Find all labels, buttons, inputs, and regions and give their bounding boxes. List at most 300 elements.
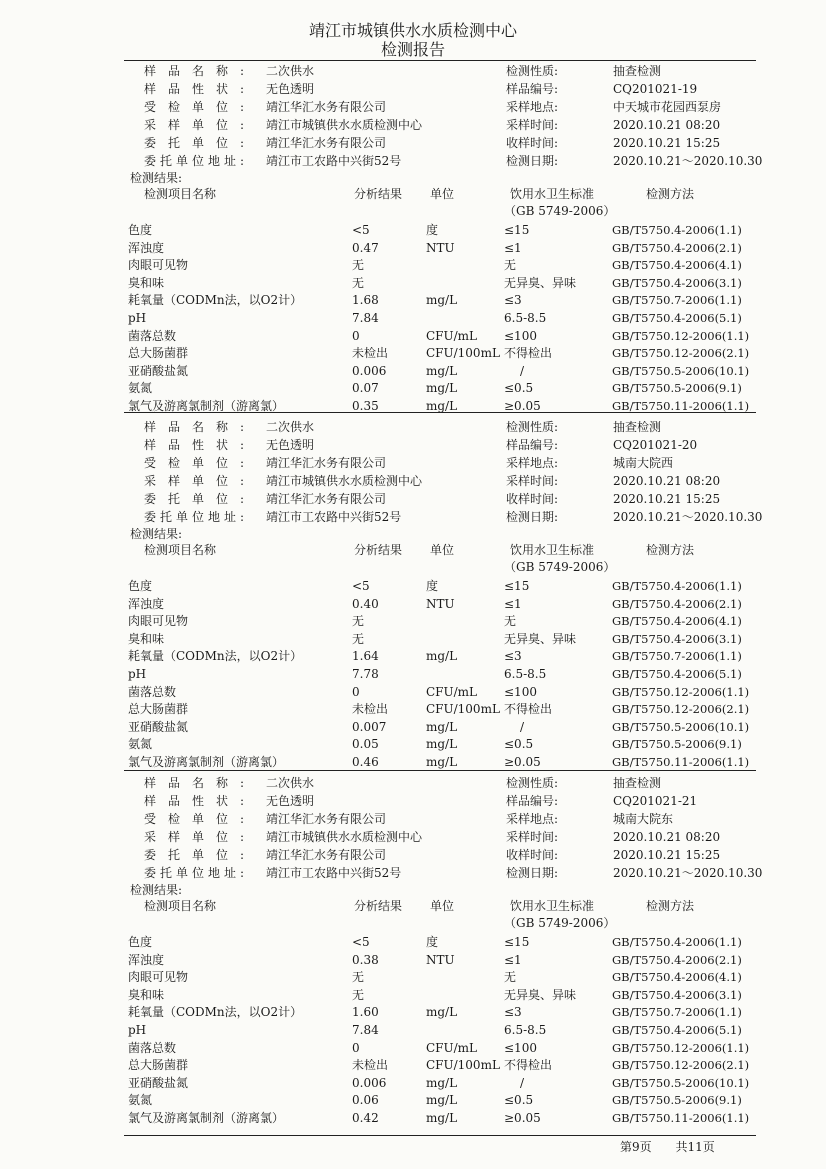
section-divider — [124, 412, 756, 413]
table-row — [126, 1057, 756, 1075]
item-name: 耗氧量（CODMn法，以O2计） — [128, 649, 303, 664]
sample-info — [126, 774, 763, 882]
table-row — [126, 1022, 756, 1040]
info-row — [126, 810, 756, 828]
test-method: GB/T5750.4-2006(2.1) — [612, 596, 742, 611]
sample-no-label: 样品编号: — [506, 82, 559, 96]
client-unit-label: 委托单位: — [144, 136, 244, 150]
sample-name-value: 二次供水 — [266, 776, 315, 790]
test-method: GB/T5750.12-2006(1.1) — [612, 1040, 750, 1055]
result-value: 0.05 — [352, 737, 379, 752]
test-method: GB/T5750.4-2006(1.1) — [612, 579, 742, 593]
unit: CFU/mL — [426, 1040, 478, 1055]
result-value: 0.006 — [352, 1075, 387, 1090]
standard-value: 6.5-8.5 — [504, 1023, 547, 1037]
item-name: 菌落总数 — [128, 684, 177, 699]
sampling-time-value: 2020.10.21 08:20 — [613, 830, 721, 844]
info-row — [126, 134, 756, 152]
unit: CFU/100mL — [426, 346, 500, 361]
standard-value: 无异臭、异味 — [504, 987, 577, 1002]
standard-value: ≤15 — [504, 223, 530, 237]
item-name: 肉眼可见物 — [128, 614, 189, 629]
page-number: 第9页 — [620, 1140, 652, 1154]
test-method: GB/T5750.12-2006(2.1) — [612, 702, 750, 717]
info-row — [126, 828, 756, 846]
sample-nature-value: 无色透明 — [266, 438, 315, 452]
client-unit-label: 委托单位: — [144, 492, 244, 506]
info-row — [126, 418, 756, 436]
item-name: 氨氮 — [128, 1093, 153, 1108]
unit: CFU/mL — [426, 684, 478, 699]
result-value: 0.42 — [352, 1111, 379, 1125]
results-label: 检测结果: — [130, 527, 183, 541]
report-title: 检测报告 — [380, 40, 445, 59]
standard-value: 无异臭、异味 — [504, 275, 577, 290]
column-header-unit: 单位 — [430, 899, 455, 913]
column-header-standard: 饮用水卫生标准 — [510, 187, 595, 201]
standard-value: 不得检出 — [504, 346, 553, 361]
info-row — [126, 98, 756, 116]
item-name: 亚硝酸盐氮 — [128, 719, 189, 734]
sample-nature-label: 样品性状: — [144, 794, 244, 808]
item-name: 总大肠菌群 — [128, 1058, 189, 1073]
table-row — [126, 1075, 756, 1093]
info-row — [126, 116, 756, 134]
result-value: 无 — [352, 614, 365, 629]
sampling-time-value: 2020.10.21 08:20 — [613, 118, 721, 132]
client-unit-value: 靖江华汇水务有限公司 — [266, 136, 387, 150]
unit: mg/L — [426, 1093, 458, 1108]
item-name: 总大肠菌群 — [128, 346, 189, 361]
column-header-standard-code: （GB 5749-2006） — [504, 916, 616, 930]
table-row — [126, 613, 756, 631]
result-value: 0.47 — [352, 240, 379, 255]
item-name: 浑浊度 — [128, 596, 165, 611]
result-value: 0.38 — [352, 952, 379, 967]
test-method: GB/T5750.5-2006(10.1) — [612, 363, 750, 378]
result-value: 7.84 — [352, 311, 379, 325]
item-name: 总大肠菌群 — [128, 702, 189, 717]
table-row — [126, 1092, 756, 1110]
result-value: <5 — [352, 579, 370, 593]
test-date-label: 检测日期: — [506, 154, 559, 168]
test-method: GB/T5750.4-2006(5.1) — [612, 667, 742, 681]
test-method: GB/T5750.12-2006(2.1) — [612, 1058, 750, 1073]
client-address-label: 委托单位地址: — [144, 154, 244, 168]
unit: 度 — [426, 223, 439, 237]
test-date-value: 2020.10.21～2020.10.30 — [613, 866, 763, 880]
unit: mg/L — [426, 363, 458, 378]
receiving-time-label: 收样时间: — [506, 492, 559, 506]
test-method: GB/T5750.4-2006(4.1) — [612, 970, 742, 985]
column-header-item: 检测项目名称 — [144, 187, 217, 201]
client-address-value: 靖江市工农路中兴街52号 — [266, 510, 402, 524]
item-name: pH — [128, 667, 147, 681]
client-address-value: 靖江市工农路中兴街52号 — [266, 154, 402, 168]
sample-no-label: 样品编号: — [506, 438, 559, 452]
item-name: 色度 — [128, 935, 153, 949]
table-row — [126, 684, 756, 702]
column-header-result: 分析结果 — [354, 899, 403, 913]
column-header-unit: 单位 — [430, 543, 455, 557]
sample-name-label: 样品名称: — [144, 420, 244, 434]
sampling-time-label: 采样时间: — [506, 474, 559, 488]
unit: mg/L — [426, 399, 458, 413]
receiving-unit-label: 受检单位: — [144, 456, 244, 470]
standard-value: ≤0.5 — [504, 737, 534, 752]
table-row — [126, 596, 756, 614]
result-value: 无 — [352, 275, 365, 290]
standard-value: ≤1 — [504, 596, 522, 611]
table-row — [126, 292, 756, 310]
sampling-location-value: 城南大院西 — [613, 456, 674, 470]
result-value: 0.07 — [352, 381, 379, 396]
sampling-location-label: 采样地点: — [506, 100, 559, 114]
test-method: GB/T5750.12-2006(2.1) — [612, 346, 750, 361]
results-label: 检测结果: — [130, 171, 183, 185]
test-date-label: 检测日期: — [506, 866, 559, 880]
item-name: 肉眼可见物 — [128, 258, 189, 273]
result-value: 1.64 — [352, 649, 379, 664]
sample-name-label: 样品名称: — [144, 64, 244, 78]
table-row — [126, 631, 756, 649]
table-header — [126, 542, 756, 576]
unit: mg/L — [426, 755, 458, 769]
sampling-unit-value: 靖江市城镇供水水质检测中心 — [266, 118, 423, 132]
test-method: GB/T5750.4-2006(3.1) — [612, 275, 742, 290]
standard-value: ≤100 — [504, 328, 537, 343]
standard-value: ≤3 — [504, 293, 522, 308]
item-name: 菌落总数 — [128, 1040, 177, 1055]
sampling-time-label: 采样时间: — [506, 118, 559, 132]
standard-value: ≤0.5 — [504, 381, 534, 396]
result-value: 未检出 — [352, 1058, 389, 1073]
table-row — [126, 222, 756, 240]
sample-name-value: 二次供水 — [266, 420, 315, 434]
sampling-unit-label: 采样单位: — [144, 474, 244, 488]
unit: CFU/mL — [426, 328, 478, 343]
sample-info — [126, 62, 763, 170]
standard-value: ≤15 — [504, 579, 530, 593]
info-row — [126, 490, 756, 508]
test-nature-value: 抽查检测 — [613, 776, 662, 790]
item-name: 肉眼可见物 — [128, 970, 189, 985]
test-nature-label: 检测性质: — [506, 776, 559, 790]
sample-no-value: CQ201021-21 — [613, 794, 698, 808]
header-rule — [124, 60, 756, 61]
test-date-value: 2020.10.21～2020.10.30 — [613, 510, 763, 524]
result-value: 0.06 — [352, 1093, 379, 1108]
test-method: GB/T5750.11-2006(1.1) — [612, 399, 750, 413]
unit: NTU — [426, 596, 455, 611]
column-header-result: 分析结果 — [354, 543, 403, 557]
table-row — [126, 648, 756, 666]
test-method: GB/T5750.4-2006(5.1) — [612, 311, 742, 325]
test-method: GB/T5750.5-2006(9.1) — [612, 737, 742, 752]
table-row — [126, 363, 756, 381]
sampling-unit-value: 靖江市城镇供水水质检测中心 — [266, 474, 423, 488]
result-value: 0.46 — [352, 755, 379, 769]
test-nature-label: 检测性质: — [506, 420, 559, 434]
column-header-standard-code: （GB 5749-2006） — [504, 560, 616, 574]
item-name: 臭和味 — [128, 987, 165, 1002]
item-name: 亚硝酸盐氮 — [128, 363, 189, 378]
standard-value: ≤1 — [504, 240, 522, 255]
info-row — [126, 454, 756, 472]
standard-value: 不得检出 — [504, 1058, 553, 1073]
item-name: 亚硝酸盐氮 — [128, 1075, 189, 1090]
page-footer — [620, 1140, 735, 1154]
column-header-method: 检测方法 — [646, 187, 695, 201]
result-value: 无 — [352, 970, 365, 985]
sample-nature-label: 样品性状: — [144, 82, 244, 96]
result-value: 无 — [352, 258, 365, 273]
item-name: 耗氧量（CODMn法，以O2计） — [128, 293, 303, 308]
unit: mg/L — [426, 1111, 458, 1125]
result-value: 0 — [352, 328, 360, 343]
receiving-time-value: 2020.10.21 15:25 — [613, 136, 721, 150]
sampling-unit-label: 采样单位: — [144, 118, 244, 132]
org-title: 靖江市城镇供水水质检测中心 — [308, 21, 517, 40]
item-name: 浑浊度 — [128, 952, 165, 967]
receiving-unit-value: 靖江华汇水务有限公司 — [266, 456, 387, 470]
test-method: GB/T5750.5-2006(10.1) — [612, 1075, 750, 1090]
test-method: GB/T5750.7-2006(1.1) — [612, 293, 742, 308]
table-row — [126, 736, 756, 754]
standard-value: 无 — [504, 970, 517, 985]
test-date-label: 检测日期: — [506, 510, 559, 524]
item-name: 臭和味 — [128, 275, 165, 290]
standard-value: 6.5-8.5 — [504, 311, 547, 325]
item-name: 耗氧量（CODMn法，以O2计） — [128, 1005, 303, 1020]
result-value: 7.84 — [352, 1023, 379, 1037]
test-method: GB/T5750.5-2006(9.1) — [612, 381, 742, 396]
receiving-time-value: 2020.10.21 15:25 — [613, 848, 721, 862]
table-row — [126, 701, 756, 719]
test-date-value: 2020.10.21～2020.10.30 — [613, 154, 763, 168]
unit: CFU/100mL — [426, 702, 500, 717]
table-row — [126, 1040, 756, 1058]
unit: NTU — [426, 952, 455, 967]
result-value: 7.78 — [352, 667, 379, 681]
info-row — [126, 774, 756, 792]
item-name: 臭和味 — [128, 631, 165, 646]
test-nature-value: 抽查检测 — [613, 420, 662, 434]
receiving-time-label: 收样时间: — [506, 136, 559, 150]
table-row — [126, 328, 756, 346]
item-name: 氯气及游离氯制剂（游离氯） — [128, 1111, 285, 1125]
unit: NTU — [426, 240, 455, 255]
test-method: GB/T5750.12-2006(1.1) — [612, 328, 750, 343]
column-header-unit: 单位 — [430, 187, 455, 201]
column-header-method: 检测方法 — [646, 543, 695, 557]
test-section — [126, 62, 763, 422]
result-value: 0.40 — [352, 596, 379, 611]
client-unit-value: 靖江华汇水务有限公司 — [266, 848, 387, 862]
item-name: 色度 — [128, 223, 153, 237]
result-value: 0.35 — [352, 399, 379, 413]
result-value: 1.68 — [352, 293, 379, 308]
table-row — [126, 666, 756, 684]
receiving-unit-label: 受检单位: — [144, 812, 244, 826]
result-value: <5 — [352, 935, 370, 949]
test-method: GB/T5750.12-2006(1.1) — [612, 684, 750, 699]
unit: mg/L — [426, 737, 458, 752]
item-name: 菌落总数 — [128, 328, 177, 343]
standard-value: ≤1 — [504, 952, 522, 967]
column-header-standard: 饮用水卫生标准 — [510, 543, 595, 557]
result-value: 0 — [352, 1040, 360, 1055]
table-row — [126, 345, 756, 363]
standard-value: ≥0.05 — [504, 399, 541, 413]
receiving-time-label: 收样时间: — [506, 848, 559, 862]
info-row — [126, 472, 756, 490]
standard-value: 无 — [504, 258, 517, 273]
standard-value: ≤3 — [504, 1005, 522, 1020]
column-header-method: 检测方法 — [646, 899, 695, 913]
test-method: GB/T5750.4-2006(4.1) — [612, 614, 742, 629]
sampling-unit-label: 采样单位: — [144, 830, 244, 844]
page-total: 共11页 — [675, 1140, 715, 1154]
sampling-time-label: 采样时间: — [506, 830, 559, 844]
sampling-unit-value: 靖江市城镇供水水质检测中心 — [266, 830, 423, 844]
sample-nature-value: 无色透明 — [266, 82, 315, 96]
test-method: GB/T5750.7-2006(1.1) — [612, 649, 742, 664]
receiving-time-value: 2020.10.21 15:25 — [613, 492, 721, 506]
unit: mg/L — [426, 649, 458, 664]
standard-value: 无异臭、异味 — [504, 631, 577, 646]
sample-no-label: 样品编号: — [506, 794, 559, 808]
info-row — [126, 846, 756, 864]
info-row — [126, 80, 756, 98]
item-name: 浑浊度 — [128, 240, 165, 255]
test-method: GB/T5750.4-2006(5.1) — [612, 1023, 742, 1037]
sample-name-label: 样品名称: — [144, 776, 244, 790]
table-header — [126, 898, 756, 932]
client-unit-value: 靖江华汇水务有限公司 — [266, 492, 387, 506]
result-value: 无 — [352, 987, 365, 1002]
test-nature-value: 抽查检测 — [613, 64, 662, 78]
sampling-location-label: 采样地点: — [506, 812, 559, 826]
test-method: GB/T5750.4-2006(2.1) — [612, 240, 742, 255]
table-row — [126, 380, 756, 398]
test-method: GB/T5750.4-2006(4.1) — [612, 258, 742, 273]
test-method: GB/T5750.4-2006(3.1) — [612, 631, 742, 646]
test-nature-label: 检测性质: — [506, 64, 559, 78]
bottom-rule — [124, 1135, 756, 1136]
item-name: pH — [128, 1023, 147, 1037]
test-method: GB/T5750.7-2006(1.1) — [612, 1005, 742, 1020]
item-name: 氯气及游离氯制剂（游离氯） — [128, 399, 285, 413]
table-row — [126, 952, 756, 970]
sampling-time-value: 2020.10.21 08:20 — [613, 474, 721, 488]
test-section — [126, 418, 763, 778]
item-name: 氯气及游离氯制剂（游离氯） — [128, 755, 285, 769]
item-name: 氨氮 — [128, 737, 153, 752]
result-value: 未检出 — [352, 702, 389, 717]
test-method: GB/T5750.4-2006(1.1) — [612, 935, 742, 949]
receiving-unit-value: 靖江华汇水务有限公司 — [266, 100, 387, 114]
unit: 度 — [426, 579, 439, 593]
client-address-label: 委托单位地址: — [144, 866, 244, 880]
client-unit-label: 委托单位: — [144, 848, 244, 862]
standard-value: ≤100 — [504, 684, 537, 699]
unit: mg/L — [426, 293, 458, 308]
standard-value: 6.5-8.5 — [504, 667, 547, 681]
table-header — [126, 186, 756, 220]
test-method: GB/T5750.4-2006(1.1) — [612, 223, 742, 237]
column-header-standard: 饮用水卫生标准 — [510, 899, 595, 913]
table-row — [126, 275, 756, 293]
table-row — [126, 934, 756, 952]
info-row — [126, 436, 756, 454]
receiving-unit-label: 受检单位: — [144, 100, 244, 114]
info-row — [126, 792, 756, 810]
standard-value: / — [520, 1075, 525, 1090]
client-address-label: 委托单位地址: — [144, 510, 244, 524]
sample-name-value: 二次供水 — [266, 64, 315, 78]
sampling-location-label: 采样地点: — [506, 456, 559, 470]
test-method: GB/T5750.4-2006(3.1) — [612, 987, 742, 1002]
test-method: GB/T5750.11-2006(1.1) — [612, 1111, 750, 1125]
test-section — [126, 774, 763, 1134]
standard-value: / — [520, 719, 525, 734]
info-row — [126, 508, 763, 526]
table-row — [126, 754, 756, 772]
table-row — [126, 1004, 756, 1022]
unit: mg/L — [426, 381, 458, 396]
sampling-location-value: 中天城市花园西泵房 — [613, 100, 722, 114]
client-address-value: 靖江市工农路中兴街52号 — [266, 866, 402, 880]
info-row — [126, 62, 756, 80]
standard-value: ≤0.5 — [504, 1093, 534, 1108]
standard-value: ≤100 — [504, 1040, 537, 1055]
unit: 度 — [426, 935, 439, 949]
table-row — [126, 257, 756, 275]
column-header-standard-code: （GB 5749-2006） — [504, 204, 616, 218]
result-value: 未检出 — [352, 346, 389, 361]
standard-value: ≥0.05 — [504, 755, 541, 769]
test-method: GB/T5750.4-2006(2.1) — [612, 952, 742, 967]
receiving-unit-value: 靖江华汇水务有限公司 — [266, 812, 387, 826]
info-row — [126, 152, 763, 170]
result-value: 0 — [352, 684, 360, 699]
standard-value: ≤3 — [504, 649, 522, 664]
sample-nature-label: 样品性状: — [144, 438, 244, 452]
unit: CFU/100mL — [426, 1058, 500, 1073]
item-name: 色度 — [128, 579, 153, 593]
sample-info — [126, 418, 763, 526]
unit: mg/L — [426, 1075, 458, 1090]
test-method: GB/T5750.5-2006(10.1) — [612, 719, 750, 734]
table-row — [126, 578, 756, 596]
result-value: <5 — [352, 223, 370, 237]
column-header-result: 分析结果 — [354, 187, 403, 201]
table-row — [126, 310, 756, 328]
standard-value: ≤15 — [504, 935, 530, 949]
standard-value: ≥0.05 — [504, 1111, 541, 1125]
info-row — [126, 864, 763, 882]
result-value: 无 — [352, 631, 365, 646]
test-method: GB/T5750.11-2006(1.1) — [612, 755, 750, 769]
unit: mg/L — [426, 1005, 458, 1020]
column-header-item: 检测项目名称 — [144, 543, 217, 557]
result-value: 0.007 — [352, 719, 387, 734]
table-row — [126, 969, 756, 987]
result-value: 0.006 — [352, 363, 387, 378]
unit: mg/L — [426, 719, 458, 734]
table-row — [126, 719, 756, 737]
